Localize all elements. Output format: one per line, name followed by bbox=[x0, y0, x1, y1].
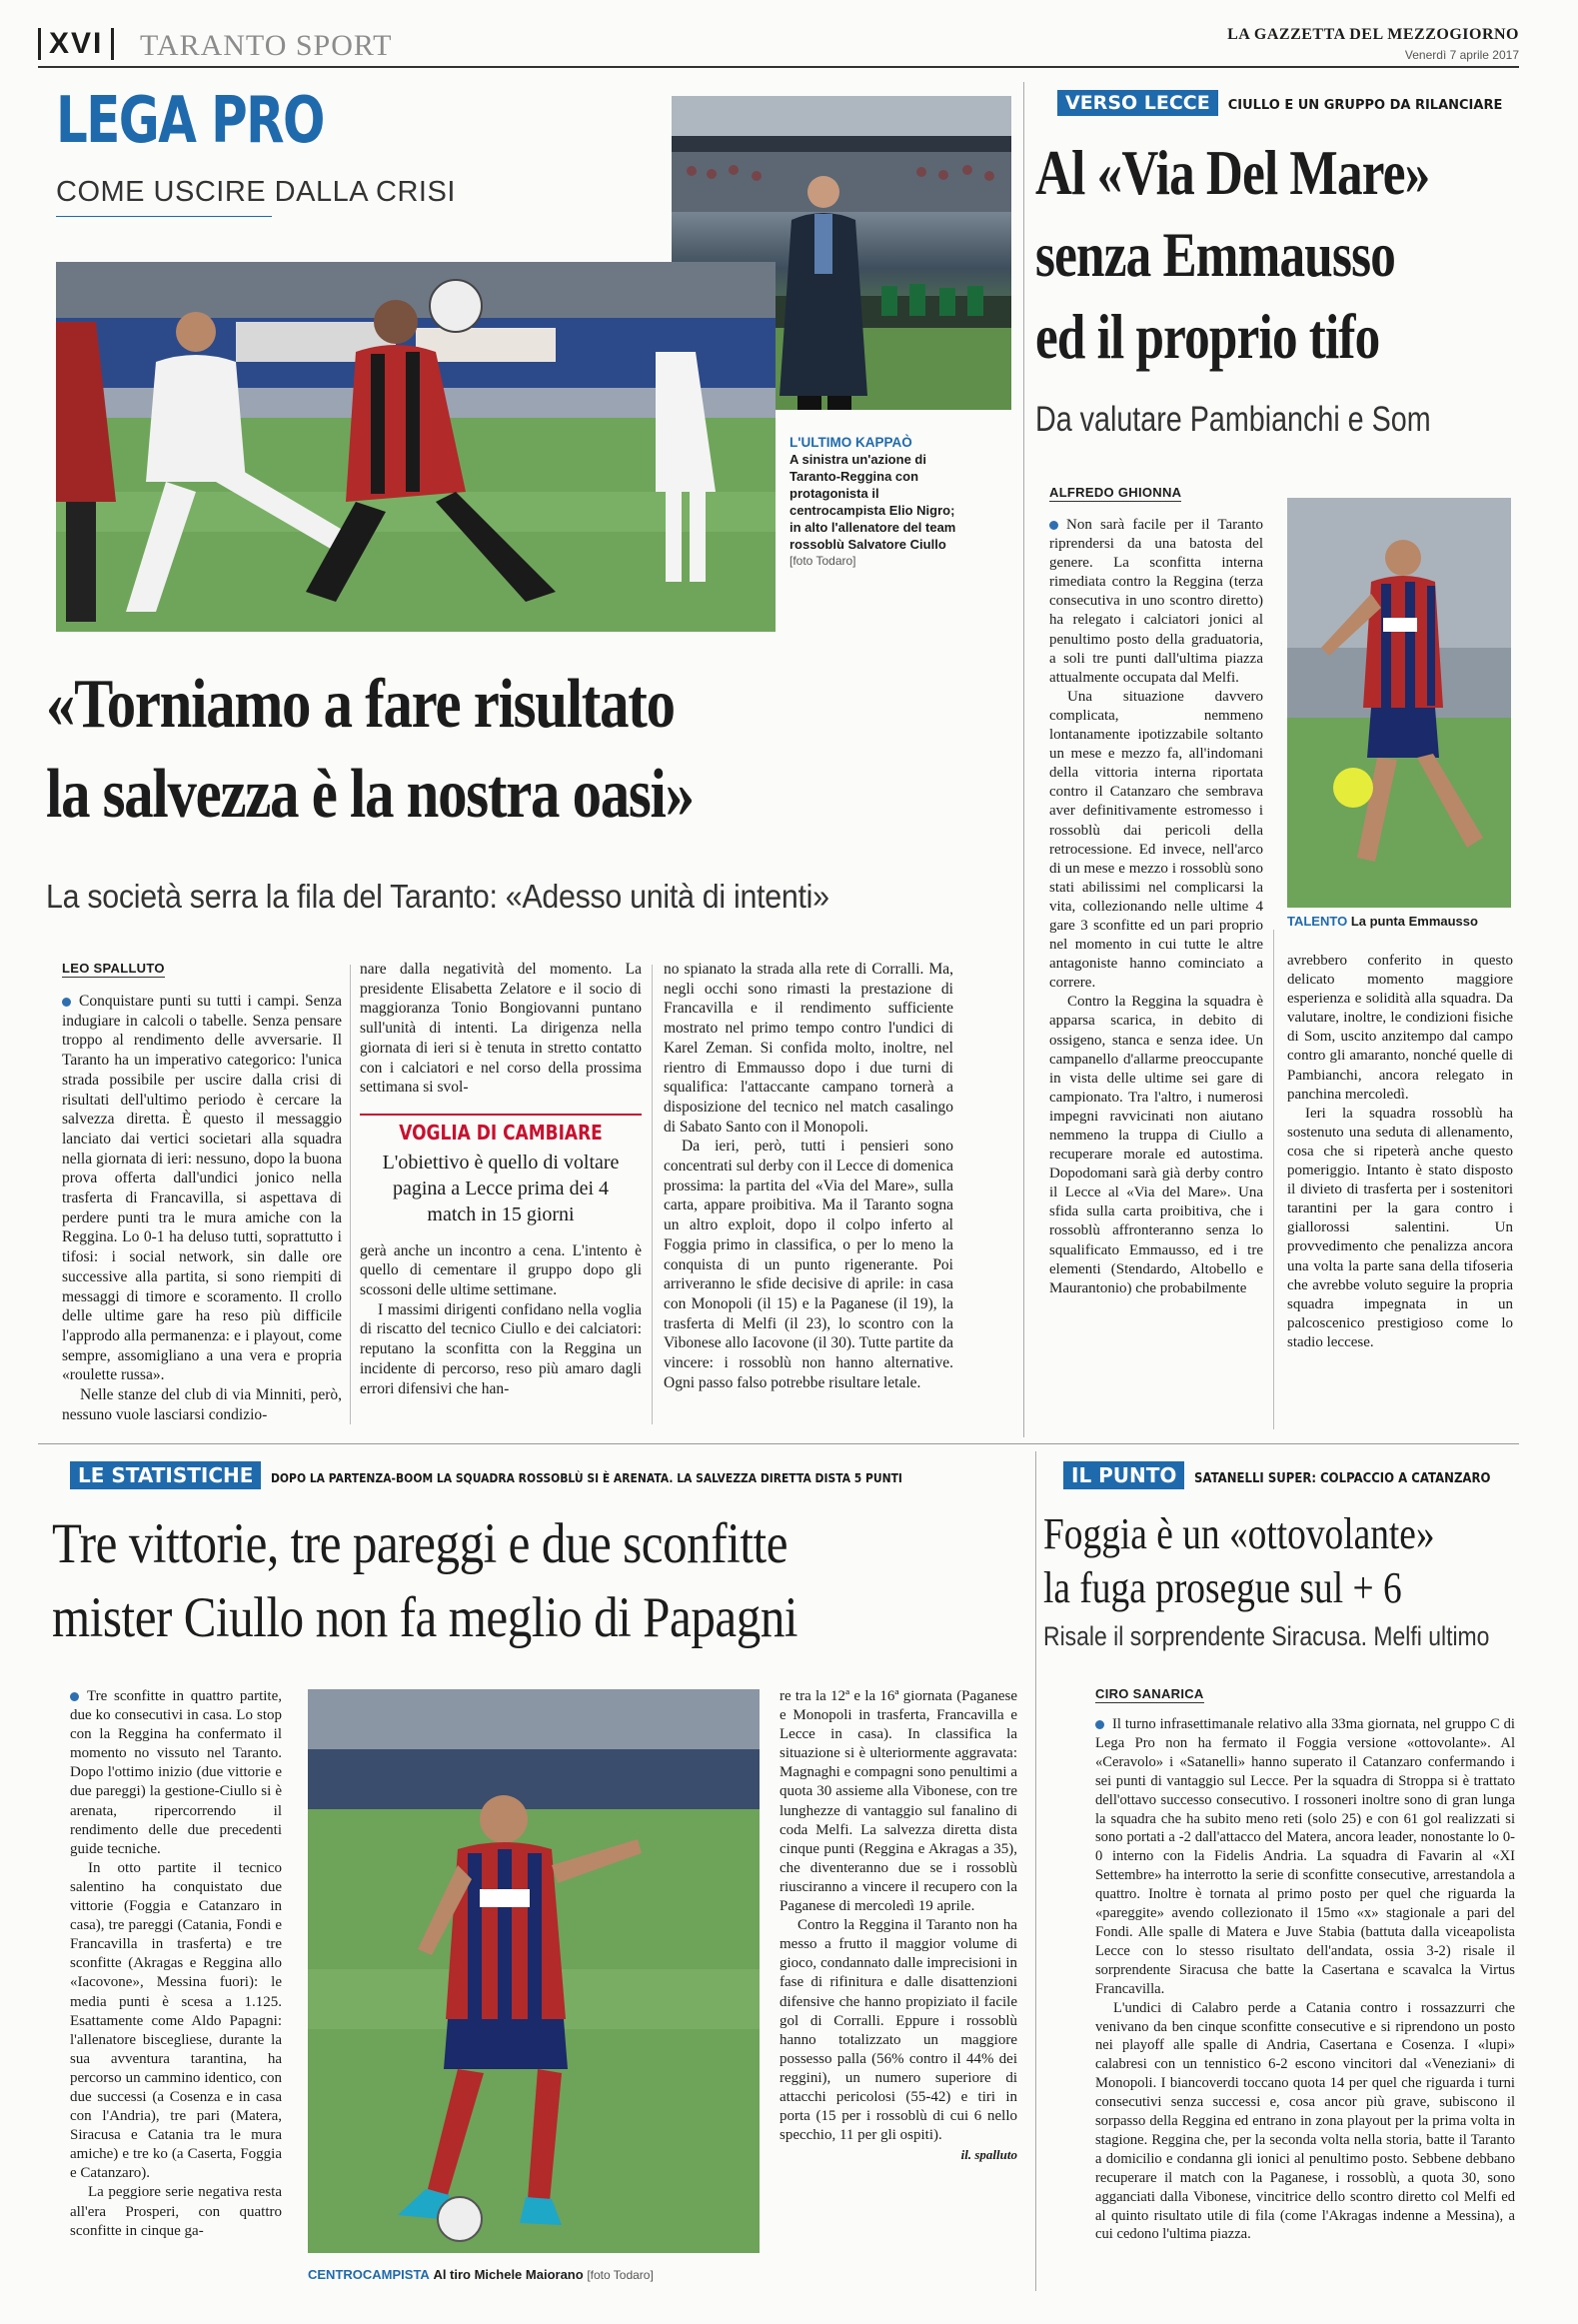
lecce-col2-p2: Ieri la squadra rossoblù ha sostenuto una seduta di allenamento, cosa che si ripeterà anche questo pomeriggio. Intanto è stato disposto il divieto di trasferta per i sostenitori tarantini per la gara contro i giallorossi salentini. Un provvedimento che penalizza ancora una volta la parte sana della tifoseria che avrebbe voluto seguire la propria squadra impegnata in un palcoscenico prestigioso come lo stadio leccese. bbox=[1287, 1105, 1513, 1350]
punto-subhead: Risale il sorprendente Siracusa. Melfi ultimo bbox=[1043, 1621, 1490, 1651]
column-rule bbox=[350, 965, 351, 1424]
punto-kicker bbox=[1063, 1461, 1523, 1489]
lecce-col1-p1: Non sarà facile per il Taranto riprendersi da una batosta del genere. La sconfitta interna rimediata contro la Reggina (terza consecutiva in uno scontro diretto) ha relegato i calciatori jonici al penultimo posto della graduatoria, a soli tre punti dall'ultima piazza attualmente occupata dal Melfi. bbox=[1049, 517, 1263, 686]
section-rule bbox=[38, 1443, 1519, 1444]
lecce-headline-line2: senza Emmausso bbox=[1035, 219, 1396, 290]
punto-body bbox=[1095, 1685, 1515, 2244]
punto-headline-line2: la fuga prosegue sul + 6 bbox=[1043, 1563, 1402, 1612]
emmausso-caption-head: TALENTO bbox=[1287, 914, 1348, 929]
lecce-author: ALFREDO GHIONNA bbox=[1049, 485, 1182, 500]
stats-col1-p1: Tre sconfitte in quattro partite, due ko consecutivi in casa. Lo stop con la Reggina ha confermato il momento no vissuto nel Taranto. Dopo l'ottimo inizio (due vittorie e due pareggi) la gestione-Ciullo si è arenata, ripercorrendo il rendimento delle due precedenti guide tecniche. bbox=[70, 1688, 282, 1857]
main-col-2 bbox=[360, 960, 642, 1398]
stats-col2-p1: re tra la 12ª e la 16ª giornata (Paganese e Monopoli in trasferta, Francavilla e Lecce in casa). In classifica la situazione si è ulteriormente aggravata: Magnaghi e compagni sono penultimi a quota 30 assieme alla Vibonese, con tre lunghezze di vantaggio sul fanalino di coda Melfi. La salvezza diretta dista cinque punti (Reggina e Akragas a 35), che diventeranno due se i rossoblù riusciranno a vincere il recupero con la Paganese di mercoledì 19 aprile. bbox=[780, 1688, 1017, 1915]
main-photo-credit: [foto Todaro] bbox=[789, 554, 856, 568]
bullet-icon bbox=[1049, 521, 1058, 530]
punto-headline bbox=[1043, 1507, 1523, 1615]
main-headline bbox=[46, 660, 1005, 840]
lecce-headline-line1: Al «Via Del Mare» bbox=[1035, 137, 1430, 208]
emmausso-photo bbox=[1287, 498, 1511, 908]
newspaper-name: LA GAZZETTA DEL MEZZOGIORNO bbox=[1227, 26, 1519, 43]
lecce-kicker-text: CIULLO E UN GRUPPO DA RILANCIARE bbox=[1227, 98, 1503, 113]
lecce-col1-p2: Una situazione davvero complicata, nemmeno lontanamente ipotizzabile soltanto un mese e mezzo fa, all'indomani della vittoria interna riportata contro il Catanzaro che sembrava aver definitivamente estromesso i rossoblù dai pericoli della retrocessione. Ed invece, nell'arco di un mese e mezzo i rossoblù sono stati abilissimi nel complicarsi la vita, collezionando nelle ultime 4 gare 3 sconfitte ed un pari proprio nel momento in cui tutte le altre antagoniste hanno cominciato a correre. bbox=[1049, 688, 1263, 992]
lecce-col2-p1: avrebbero conferito in questo delicato momento maggiore esperienza e solidità alla squadra. Da valutare, inoltre, le condizioni fisiche di Som, uscito anzitempo dal campo contro gli amaranto, nonché quelle di Pambianchi, ancora relegato in panchina mercoledì. bbox=[1287, 953, 1513, 1103]
pullquote bbox=[360, 1114, 642, 1227]
main-subhead: La società serra la fila del Taranto: «Adesso unità di intenti» bbox=[46, 878, 829, 915]
stats-headline-line2: mister Ciullo non fa meglio di Papagni bbox=[52, 1586, 798, 1649]
main-headline-line1: «Torniamo a fare risultato bbox=[46, 666, 675, 743]
main-col1-p2: Nelle stanze del club di via Minniti, però, nessuno vuole lasciarsi condizio- bbox=[62, 1386, 342, 1423]
punto-p1: Il turno infrasettimanale relativo alla 33ma giornata, nel gruppo C di Lega Pro non ha fermato il Foggia versione «ottovolante». Al «Ceravolo» i «Satanelli» hanno superato il Catanzaro confermando i sei punti di vantaggio sul Lecce. Per la squadra di Stroppa si è trattato dell'ottavo successo consecutivo. I rossoneri inoltre sono di gran lunga la squadra che ha subito meno reti (solo 25) e con 61 gol realizzati si sono portati a -2 dall'attacco del Matera, ancora leader, nonostante lo 0-0 interno con la Fidelis Andria. La squadra di Favarin al «XI Settembre» ha interrotto la serie di sconfitte consecutive, arrestandola a quattro. Inoltre è tornata al primo posto per quel che riguarda la «pareggite» avendo collezionato il 15mo «x» stagionale a pari del Fondi. Alle spalle di Matera e Juve Stabia (battuta dalla viceapolista Lecce con lo stesso risultato dell'andata, ossia 3-2) risale il sorprendente Siracusa che batte la Casertana e scavalca la Virtus Francavilla. bbox=[1095, 1716, 1515, 1997]
main-col-1 bbox=[62, 960, 342, 1424]
stats-col1-p2: In otto partite il tecnico salentino ha conquistato due vittorie (Foggia e Catanzaro in casa), tre pareggi (Catania, Fondi e Francavilla in trasferta) e tre sconfitte (Akragas e Reggina allo «Iacovone», Messina fuori): le media punti è scesa a 1.125. Esattamente come Aldo Papagni: l'allenatore biscegliese, durante la sua avventura tarantina, ha percorso un cammino identico, con due successi (a Cosenza e in casa con l'Andria), tre pari (Matera, Siracusa e Catania tra le mura amiche) e tre ko (a Caserta, Foggia e Catanzaro). bbox=[70, 1859, 282, 2182]
lecce-col-1 bbox=[1049, 484, 1263, 1298]
stats-tag: LE STATISTICHE bbox=[70, 1461, 261, 1489]
column-rule bbox=[1273, 930, 1274, 1429]
maiorano-caption-head: CENTROCAMPISTA bbox=[308, 2267, 430, 2282]
section-divider bbox=[1035, 1451, 1036, 2291]
lecce-headline bbox=[1035, 132, 1515, 378]
emmausso-caption-text: La punta Emmausso bbox=[1350, 914, 1478, 929]
main-col3-p1: no spianato la strada alla rete di Corralli. Ma, negli occhi sono rimasti la prestazione di Francavilla e il rendimento sufficiente mostrato nel primo tempo contro l'undici di Karel Zeman. Si confida molto, inoltre, nel rientro di Emmausso dopo i due turni di squalifica: l'attaccante campano tornerà a disposizione del tecnico nel match casalingo di Sabato Santo con il Monopoli. bbox=[664, 961, 953, 1136]
section-divider bbox=[1023, 82, 1024, 1437]
match-action-photo bbox=[56, 262, 776, 632]
lega-pro-subtitle: COME USCIRE DALLA CRISI bbox=[56, 176, 456, 208]
section-title: TARANTO SPORT bbox=[140, 29, 393, 62]
lecce-col-2 bbox=[1287, 952, 1513, 1352]
bullet-icon bbox=[1095, 1720, 1104, 1729]
emmausso-caption bbox=[1287, 914, 1511, 929]
main-col2-p3: I massimi dirigenti confidano nella voglia di riscatto del tecnico Ciullo e dei calciatori: reputano la sconfitta con la Reggina un incidente di percorso, reso più amaro dagli errori difensivi che han- bbox=[360, 1300, 642, 1397]
lecce-headline-line3: ed il proprio tifo bbox=[1035, 301, 1380, 372]
maiorano-caption bbox=[308, 2267, 768, 2282]
stats-col1-p3: La peggiore serie negativa resta all'era Prosperi, con quattro sconfitte in cinque ga- bbox=[70, 2184, 282, 2239]
stats-headline-line1: Tre vittorie, tre pareggi e due sconfitte bbox=[52, 1512, 789, 1575]
pullquote-rule bbox=[360, 1114, 642, 1116]
lega-pro-title: LEGA PRO bbox=[56, 84, 324, 158]
main-photo-caption-head: L'ULTIMO KAPPAÒ bbox=[789, 435, 912, 450]
lega-pro-underline bbox=[56, 216, 272, 217]
bullet-icon bbox=[70, 1692, 79, 1701]
main-col2-p1: nare dalla negatività del momento. La presidente Elisabetta Zelatore e il socio di maggioranza Tonio Bongiovanni puntano sull'unità di intenti. La dirigenza nella giornata di ieri si è tenuta in stretto contatto con i calciatori e nel corso della prossima settimana si svol- bbox=[360, 961, 642, 1097]
main-col1-p1: Conquistare punti su tutti i campi. Senza indugiare in calcoli o tabelle. Senza pensare troppo al rendimento delle avversarie. Il Taranto ha un imperativo categorico: l'unica strada possibile per uscire dalla crisi di risultati dell'ultimo periodo è cercare la salvezza diretta. È questo il messaggio lanciato dai vertici societari alla squadra nella giornata di ieri: nessuno, dopo la buona prova offerta dall'undici jonico nella trasferta di Francavilla, si aspettava di perdere punti tra le mura amiche con la Reggina. Lo 0-1 ha deluso tutti, soprattutto i tifosi: i social network, sin dalle ore successive alla partita, si sono riempiti di messaggi di timore e scoramento. Il crollo delle ultime gare ha reso più difficile l'approdo alla permanenza: e i playout, come sempre, assomigliano a una vera e propria «roulette russa». bbox=[62, 993, 342, 1384]
masthead-rule bbox=[38, 66, 1519, 68]
stats-signature: il. spalluto bbox=[960, 2147, 1017, 2163]
main-col3-p2: Da ieri, però, tutti i pensieri sono concentrati sul derby con il Lecce di domenica prossima: la partita del «Via del Mare», sulla carta, appare proibitiva. Ma il Taranto sogna un altro exploit, dopo il colpo inferto al Foggia primo in classifica, o per lo meno la conquista di un punto rigenerante. Poi arriveranno le sfide decisive di aprile: in casa con Monopoli (il 15) e la Paganese (il 19), la trasferta di Melfi (il 23), lo scontro con la Vibonese allo Iacovone (il 30). Tutte partite da vincere: i rossoblù non hanno alternative. Ogni passo falso potrebbe risultare letale. bbox=[664, 1138, 953, 1391]
punto-kicker-text: SATANELLI SUPER: COLPACCIO A CATANZARO bbox=[1194, 1471, 1491, 1486]
main-photo-caption bbox=[789, 434, 965, 570]
main-photo-caption-text: A sinistra un'azione di Taranto-Reggina con protagonista il centrocampista Elio Nigro; in alto l'allenatore del team rossoblù Salvatore Ciullo bbox=[789, 452, 956, 552]
lecce-tag: VERSO LECCE bbox=[1057, 90, 1218, 116]
maiorano-photo bbox=[308, 1689, 760, 2253]
lecce-subhead: Da valutare Pambianchi e Som bbox=[1035, 400, 1431, 439]
punto-author: CIRO SANARICA bbox=[1095, 1686, 1204, 1701]
main-col-3 bbox=[664, 960, 953, 1392]
stats-kicker bbox=[70, 1461, 1029, 1489]
lecce-kicker bbox=[1057, 90, 1517, 116]
stats-kicker-text: DOPO LA PARTENZA-BOOM LA SQUADRA ROSSOBLÙ SI È ARENATA. LA SALVEZZA DIRETTA DISTA 5 PUNTI bbox=[271, 1470, 903, 1485]
column-rule bbox=[652, 965, 653, 1424]
main-author: LEO SPALLUTO bbox=[62, 961, 165, 976]
stats-col-2 bbox=[780, 1687, 1017, 2164]
stats-headline bbox=[52, 1507, 1031, 1655]
lecce-col1-p3: Contro la Reggina la squadra è apparsa scarica, in debito di ossigeno, stanca e senza idee. Un campanello d'allarme preoccupante in vista delle ultime sei gare di campionato. Tra l'altro, i numerosi impegni ravvicinati non aiutano nemmeno la truppa di Ciullo a recuperare morale ed autostima. Dopodomani sarà già derby contro il Lecce al «Via del Mare». Una sfida sulla carta proibitiva, che i rossoblù affronteranno senza lo squalificato Emmausso, ed i tre elementi (Stendardo, Altobello e Maurantonio) che probabilmente bbox=[1049, 994, 1263, 1296]
issue-date: Venerdì 7 aprile 2017 bbox=[1404, 48, 1519, 62]
punto-p2: L'undici di Calabro perde a Catania contro i rossazzurri che venivano da ben cinque sconfitte consecutive e si riprendono un posto nei playoff alle spalle di Andria, Casertana e Cosenza. I «lupi» calabresi con un tennistico 6-2 escono vincitori dal «Veneziani» di Monopoli. I biancoverdi toccano quota 14 per quel che riguarda i turni consecutivi senza successi e, cosa ancor più grave, subiscono il sorpasso della Reggina ed entrano in zona playout per la prima volta in stagione. Reggina che, per la seconda volta nella storia, batte il Taranto a domicilio e condanna gli ionici al penultimo posto. Sebbene debbano recuperare il match con la Paganese, i rossoblù, a quota 30, sono agganciati dalla Vibonese, vincitrice dello scontro diretto col Melfi ed al quinto risultato utile di fila (come l'Akragas indenne a Messina), a cui cedono l'ultima piazza. bbox=[1095, 1999, 1515, 2243]
maiorano-caption-text: Al tiro Michele Maiorano bbox=[433, 2267, 584, 2282]
maiorano-photo-credit: [foto Todaro] bbox=[587, 2268, 654, 2282]
page-number: XVI bbox=[38, 28, 114, 60]
stats-col-1 bbox=[70, 1687, 282, 2241]
main-headline-line2: la salvezza è la nostra oasi» bbox=[46, 756, 694, 833]
pullquote-title: VOGLIA DI CAMBIARE bbox=[399, 1120, 603, 1145]
punto-tag: IL PUNTO bbox=[1063, 1461, 1184, 1489]
bullet-icon bbox=[62, 998, 71, 1007]
punto-headline-line1: Foggia è un «ottovolante» bbox=[1043, 1509, 1435, 1558]
masthead bbox=[38, 26, 1519, 66]
stats-col2-p2: Contro la Reggina il Taranto non ha messo a frutto il maggior volume di gioco, condannato dalle imprecisioni in fase di rifinitura e dalle disattenzioni difensive che hanno propiziato il facile gol di Corralli. Eppure i rossoblù hanno totalizzato un maggiore possesso palla (56% contro il 44% dei reggini), un numero superiore di attacchi pericolosi (55-42) e tiri in porta (15 per i rossoblù di cui 6 nello specchio, 11 per gli ospiti). bbox=[780, 1917, 1017, 2144]
pullquote-text: L'obiettivo è quello di voltare pagina a Lecce prima dei 4 match in 15 giorni bbox=[382, 1151, 620, 1225]
main-col2-p2: gerà anche un incontro a cena. L'intento è quello di cementare il gruppo dopo gli scossoni delle ultime settimane. bbox=[360, 1241, 642, 1299]
